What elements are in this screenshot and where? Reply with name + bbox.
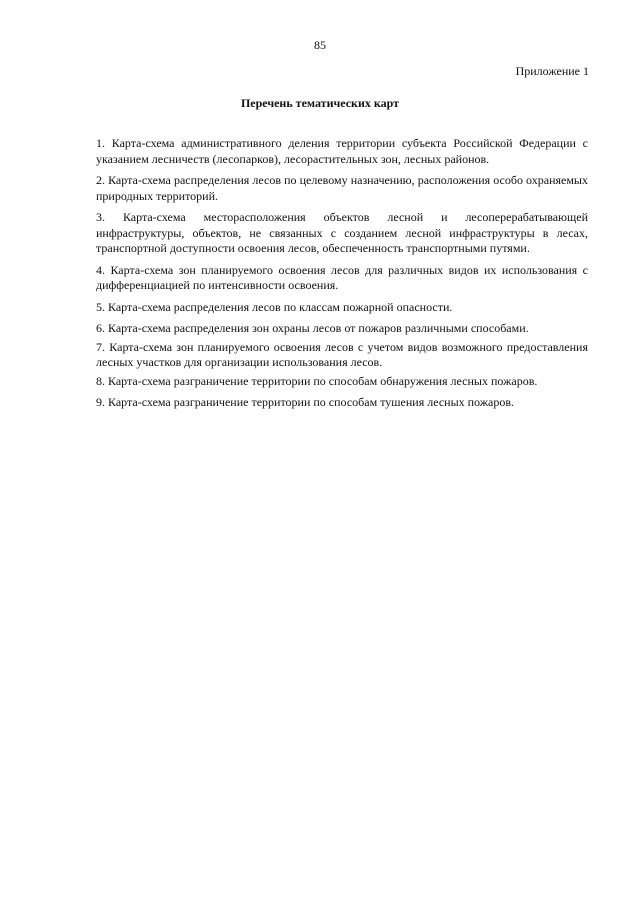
appendix-label: Приложение 1 bbox=[515, 64, 589, 78]
document-title: Перечень тематических карт bbox=[240, 96, 400, 110]
list-item-1: 1. Карта-схема административного деления территории субъекта Российской Федерации с указанием лесничеств (лесопарков), лесорастительных зон, лесных районов. bbox=[96, 136, 588, 166]
thematic-maps-list bbox=[96, 136, 588, 417]
list-item-3: 3. Карта-схема месторасположения объектов лесной и лесоперерабатывающей инфраструктуры, объектов, не связанных с созданием лесной инфраструктуры в лесах, транспортной доступности освоения лесов, обеспеченность транспортными путями. bbox=[96, 210, 588, 255]
list-item-8: 8. Карта-схема разграничение территории по способам обнаружения лесных пожаров. bbox=[96, 373, 538, 388]
page-number: 85 bbox=[314, 38, 326, 52]
list-item-6: 6. Карта-схема распределения зон охраны лесов от пожаров различными способами. bbox=[96, 321, 529, 335]
list-item-5: 5. Карта-схема распределения лесов по классам пожарной опасности. bbox=[96, 299, 453, 314]
list-item-7: 7. Карта-схема зон планируемого освоения лесов с учетом видов возможного предоставления лесных участков для организации использования лесов. bbox=[96, 339, 588, 369]
list-item-9: 9. Карта-схема разграничение территории по способам тушения лесных пожаров. bbox=[96, 395, 515, 409]
list-item-2: 2. Карта-схема распределения лесов по целевому назначению, расположения особо охраняемых природных территорий. bbox=[96, 173, 588, 203]
list-item-4: 4. Карта-схема зон планируемого освоения лесов для различных видов их использования с дифференциацией по интенсивности освоения. bbox=[96, 262, 588, 292]
